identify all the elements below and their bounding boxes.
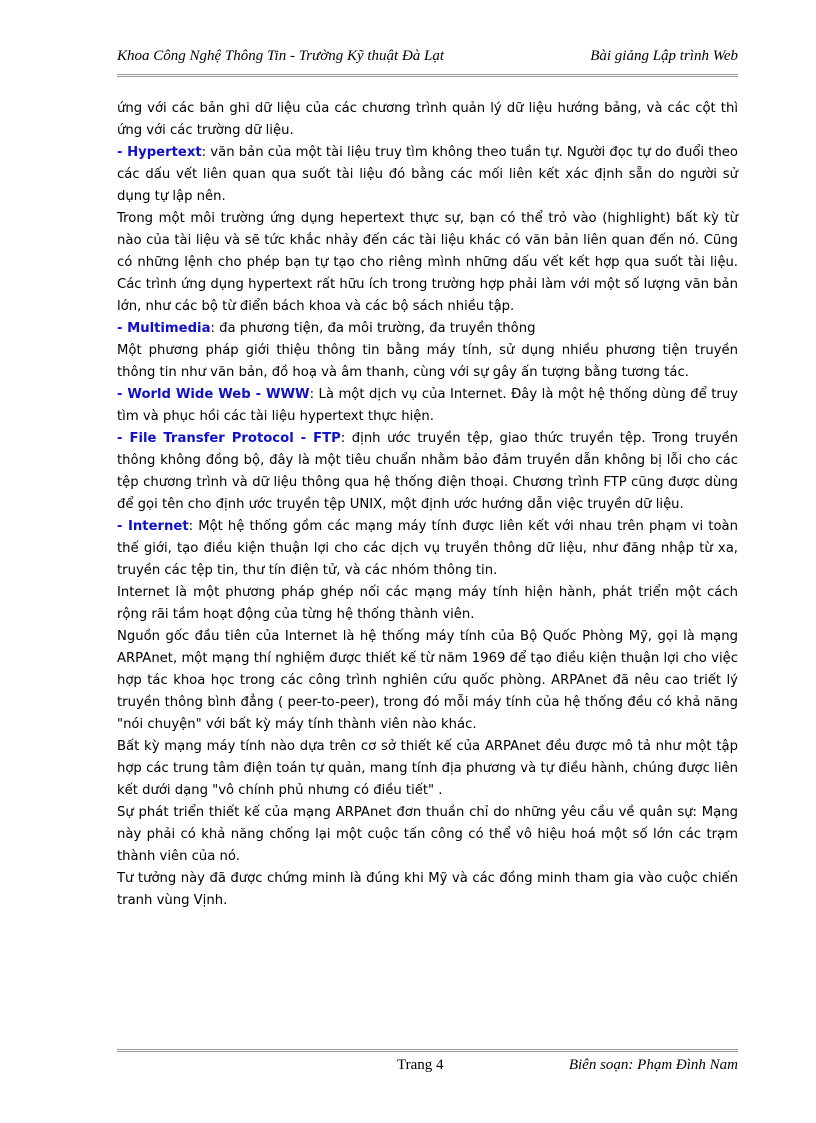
definition-dash: - bbox=[117, 519, 128, 534]
definition-text: : Một hệ thống gồm các mạng máy tính được liên kết với nhau trên phạm vi toàn thế giới, tạo điều kiện thuận lợi cho các dịch vụ truyền thông dữ liệu, như đăng nhập từ xa, truyền các tệp tin, thư tín điện tử, và các nhóm thông tin. bbox=[117, 519, 738, 578]
definition-text: : đa phương tiện, đa môi trường, đa truyền thông bbox=[210, 321, 536, 336]
term-hypertext: Hypertext bbox=[127, 145, 202, 160]
header-divider bbox=[117, 74, 738, 77]
paragraph-internet-network: Internet là một phương pháp ghép nối các mạng máy tính hiện hành, phát triển một cách rộng rãi tầm hoạt động của từng hệ thống thành viên. bbox=[117, 585, 738, 622]
footer-author: Biên soạn: Phạm Đình Nam bbox=[568, 1057, 738, 1073]
footer-divider bbox=[117, 1049, 738, 1052]
document-body bbox=[117, 98, 738, 912]
paragraph-arpanet-military: Sự phát triển thiết kế của mạng ARPAnet đơn thuần chỉ do những yêu cầu về quân sự: Mạng này phải có khả năng chống lại một cuộc tấn công có thể vô hiệu hoá một số lớn các trạm thành viên của nó. bbox=[117, 805, 738, 864]
definition-internet bbox=[117, 516, 738, 582]
paragraph-gulf-war: Tư tưởng này đã được chứng minh là đúng khi Mỹ và các đồng minh tham gia vào cuộc chiến tranh vùng Vịnh. bbox=[117, 871, 738, 908]
paragraph-arpanet-design: Bất kỳ mạng máy tính nào dựa trên cơ sở thiết kế của ARPAnet đều được mô tả như một tập hợp các trung tâm điện toán tự quản, mang tính địa phương và tự điều hành, chúng được liên kết dưới dạng "vô chính phủ nhưng có điều tiết" . bbox=[117, 739, 738, 798]
definition-text: : văn bản của một tài liệu truy tìm không theo tuần tự. Người đọc tự do đuổi theo các dấu vết liên quan qua suốt tài liệu đó bằng các mối liên kết xác định sẵn do người sử dụng tự lập nên. bbox=[117, 145, 738, 204]
definition-text: : Là một dịch vụ của Internet. Đây là một hệ thống dùng để truy tìm và phục hồi các tài liệu hypertext thực hiện. bbox=[117, 387, 738, 424]
definition-text: : định ước truyền tệp, giao thức truyền tệp. Trong truyền thông không đồng bộ, đây là một tiêu chuẩn nhằm bảo đảm truyền dẫn không bị lỗi cho các tệp chương trình và dữ liệu thông qua hệ thống điện thoại. Chương trình FTP cũng được dùng để gọi tên cho định ước truyền tệp UNIX, một định ước hướng dẫn việc truyền dữ liệu. bbox=[117, 431, 738, 512]
term-ftp: File Transfer Protocol - FTP bbox=[129, 431, 341, 446]
paragraph-table-fields: ứng với các bản ghi dữ liệu của các chương trình quản lý dữ liệu hướng bảng, và các cột thì ứng với các trường dữ liệu. bbox=[117, 101, 738, 138]
term-internet: Internet bbox=[127, 519, 189, 534]
page-footer bbox=[117, 1057, 738, 1077]
definition-dash: - bbox=[117, 431, 130, 446]
definition-dash: - bbox=[117, 145, 128, 160]
definition-hypertext bbox=[117, 142, 738, 208]
definition-dash: - bbox=[117, 321, 128, 336]
definition-dash: - bbox=[117, 387, 128, 402]
term-multimedia: Multimedia bbox=[127, 321, 211, 336]
paragraph-multimedia-detail: Một phương pháp giới thiệu thông tin bằng máy tính, sử dụng nhiều phương tiện truyền thông tin như văn bản, đồ hoạ và âm thanh, cùng với sự gây ấn tượng bằng tương tác. bbox=[117, 343, 738, 380]
page-header bbox=[117, 48, 738, 68]
definition-ftp bbox=[117, 428, 738, 516]
header-course-title: Bài giảng Lập trình Web bbox=[590, 48, 738, 64]
paragraph-hypertext-detail: Trong một môi trường ứng dụng hepertext thực sự, bạn có thể trỏ vào (highlight) bất kỳ từ nào của tài liệu và sẽ tức khắc nhảy đến các tài liệu khác có văn bản liên quan đến nó. Cũng có những lệnh cho phép bạn tự tạo cho riêng mình những dấu vết kết hợp qua suốt tài liệu. Các trình ứng dụng hypertext rất hữu ích trong trường hợp phải làm với một số lượng văn bản lớn, như các bộ từ điển bách khoa và các bộ sách nhiều tập. bbox=[117, 211, 738, 314]
header-faculty: Khoa Công Nghệ Thông Tin - Trường Kỹ thuật Đà Lạt bbox=[117, 48, 445, 64]
definition-multimedia bbox=[117, 318, 738, 340]
paragraph-internet-origin: Nguồn gốc đầu tiên của Internet là hệ thống máy tính của Bộ Quốc Phòng Mỹ, gọi là mạng ARPAnet, một mạng thí nghiệm được thiết kế từ năm 1969 để tạo điều kiện thuận lợi cho việc hợp tác khoa học trong các công trình nghiên cứu quốc phòng. ARPAnet đã nêu cao triết lý truyền thông bình đẳng ( peer-to-peer), trong đó mỗi máy tính của hệ thống đều có khả năng "nói chuyện" với bất kỳ máy tính thành viên nào khác. bbox=[117, 629, 738, 732]
term-www: World Wide Web - WWW bbox=[127, 387, 310, 402]
definition-www bbox=[117, 384, 738, 428]
page-number: Trang 4 bbox=[397, 1057, 444, 1073]
